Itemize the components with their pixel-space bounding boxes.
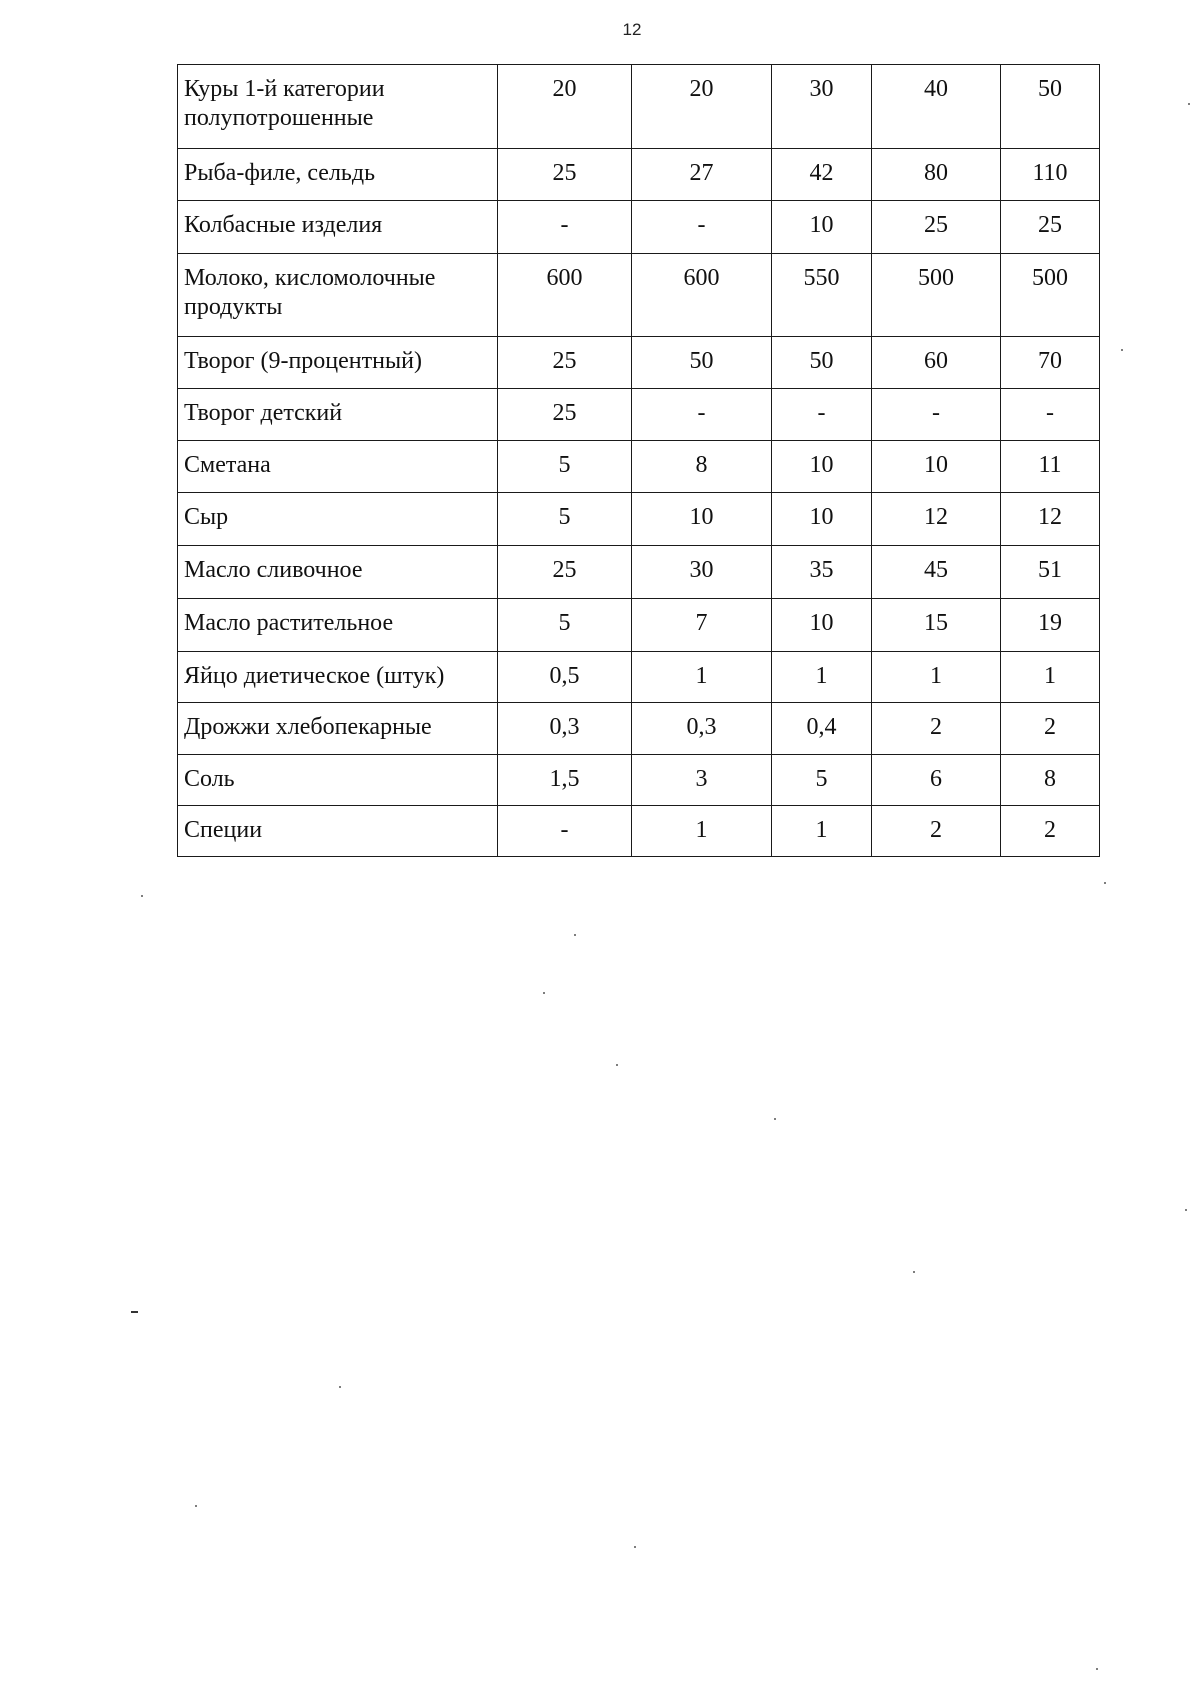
table-row [178,546,1100,599]
value-cell: 0,3 [632,703,772,755]
product-name-cell: Специи [178,806,498,857]
product-name-cell: Дрожжи хлебопекарные [178,703,498,755]
value-cell: 50 [632,337,772,389]
value-cell: 5 [772,755,872,806]
value-cell: 12 [1001,493,1100,546]
scan-speck [339,1386,341,1388]
value-cell: 0,3 [498,703,632,755]
table-row [178,149,1100,201]
scan-speck [1121,349,1123,351]
value-cell: 6 [872,755,1001,806]
table-row [178,201,1100,254]
value-cell: 1 [772,806,872,857]
value-cell: 2 [1001,703,1100,755]
value-cell: 1 [632,806,772,857]
scan-speck [1188,103,1190,105]
value-cell: 27 [632,149,772,201]
value-cell: 70 [1001,337,1100,389]
value-cell: 500 [872,254,1001,337]
table-row [178,806,1100,857]
value-cell: 15 [872,599,1001,652]
value-cell: 2 [1001,806,1100,857]
value-cell: - [498,806,632,857]
value-cell: 5 [498,493,632,546]
product-name-cell: Масло растительное [178,599,498,652]
value-cell: 50 [1001,65,1100,149]
value-cell: 25 [1001,201,1100,254]
value-cell: 600 [632,254,772,337]
value-cell: 1 [772,652,872,703]
product-name-cell: Яйцо диетическое (штук) [178,652,498,703]
scan-speck [1104,882,1106,884]
value-cell: 0,5 [498,652,632,703]
scan-speck [141,895,143,897]
value-cell: 45 [872,546,1001,599]
value-cell: 25 [872,201,1001,254]
value-cell: - [1001,389,1100,441]
table-row [178,599,1100,652]
value-cell: 40 [872,65,1001,149]
value-cell: 0,4 [772,703,872,755]
table-row [178,652,1100,703]
scan-speck [634,1546,636,1548]
value-cell: 10 [872,441,1001,493]
food-norms-table [177,64,1100,857]
value-cell: 2 [872,703,1001,755]
product-name-cell: Масло сливочное [178,546,498,599]
scan-speck [195,1505,197,1507]
product-name-cell: Соль [178,755,498,806]
value-cell: 2 [872,806,1001,857]
value-cell: 110 [1001,149,1100,201]
product-name-cell: Молоко, кисломолочные продукты [178,254,498,337]
value-cell: 8 [1001,755,1100,806]
value-cell: 42 [772,149,872,201]
table-row [178,65,1100,149]
value-cell: 35 [772,546,872,599]
value-cell: 8 [632,441,772,493]
table-row [178,703,1100,755]
table-row [178,755,1100,806]
scan-speck [616,1064,618,1066]
scan-speck [1096,1668,1098,1670]
value-cell: - [872,389,1001,441]
value-cell: - [772,389,872,441]
page-number: 12 [622,20,642,39]
value-cell: 1 [1001,652,1100,703]
value-cell: 30 [772,65,872,149]
product-name-cell: Сметана [178,441,498,493]
value-cell: - [498,201,632,254]
product-name-cell: Творог детский [178,389,498,441]
value-cell: 51 [1001,546,1100,599]
scan-speck [913,1271,915,1273]
value-cell: 550 [772,254,872,337]
value-cell: 10 [772,201,872,254]
value-cell: 10 [632,493,772,546]
value-cell: 20 [498,65,632,149]
value-cell: 25 [498,546,632,599]
table-row [178,493,1100,546]
value-cell: 60 [872,337,1001,389]
value-cell: 25 [498,389,632,441]
table-row [178,441,1100,493]
value-cell: 25 [498,149,632,201]
scan-speck [774,1118,776,1120]
value-cell: 30 [632,546,772,599]
value-cell: 80 [872,149,1001,201]
value-cell: 1,5 [498,755,632,806]
value-cell: 19 [1001,599,1100,652]
value-cell: - [632,389,772,441]
value-cell: 500 [1001,254,1100,337]
value-cell: 5 [498,441,632,493]
scan-speck [1185,1209,1187,1211]
value-cell: 1 [632,652,772,703]
value-cell: 10 [772,441,872,493]
table-row [178,389,1100,441]
value-cell: 7 [632,599,772,652]
value-cell: 12 [872,493,1001,546]
value-cell: 1 [872,652,1001,703]
value-cell: 3 [632,755,772,806]
value-cell: 10 [772,493,872,546]
value-cell: 5 [498,599,632,652]
value-cell: 11 [1001,441,1100,493]
value-cell: 20 [632,65,772,149]
value-cell: 10 [772,599,872,652]
value-cell: - [632,201,772,254]
scan-speck [543,992,545,994]
product-name-cell: Рыба-филе, сельдь [178,149,498,201]
product-name-cell: Сыр [178,493,498,546]
product-name-cell: Колбасные изделия [178,201,498,254]
product-name-cell: Творог (9-процентный) [178,337,498,389]
product-name-cell: Куры 1-й категории полупотрошенные [178,65,498,149]
value-cell: 600 [498,254,632,337]
value-cell: 25 [498,337,632,389]
table-row [178,254,1100,337]
value-cell: 50 [772,337,872,389]
scan-dash-mark [131,1311,138,1313]
scan-speck [574,934,576,936]
table-row [178,337,1100,389]
